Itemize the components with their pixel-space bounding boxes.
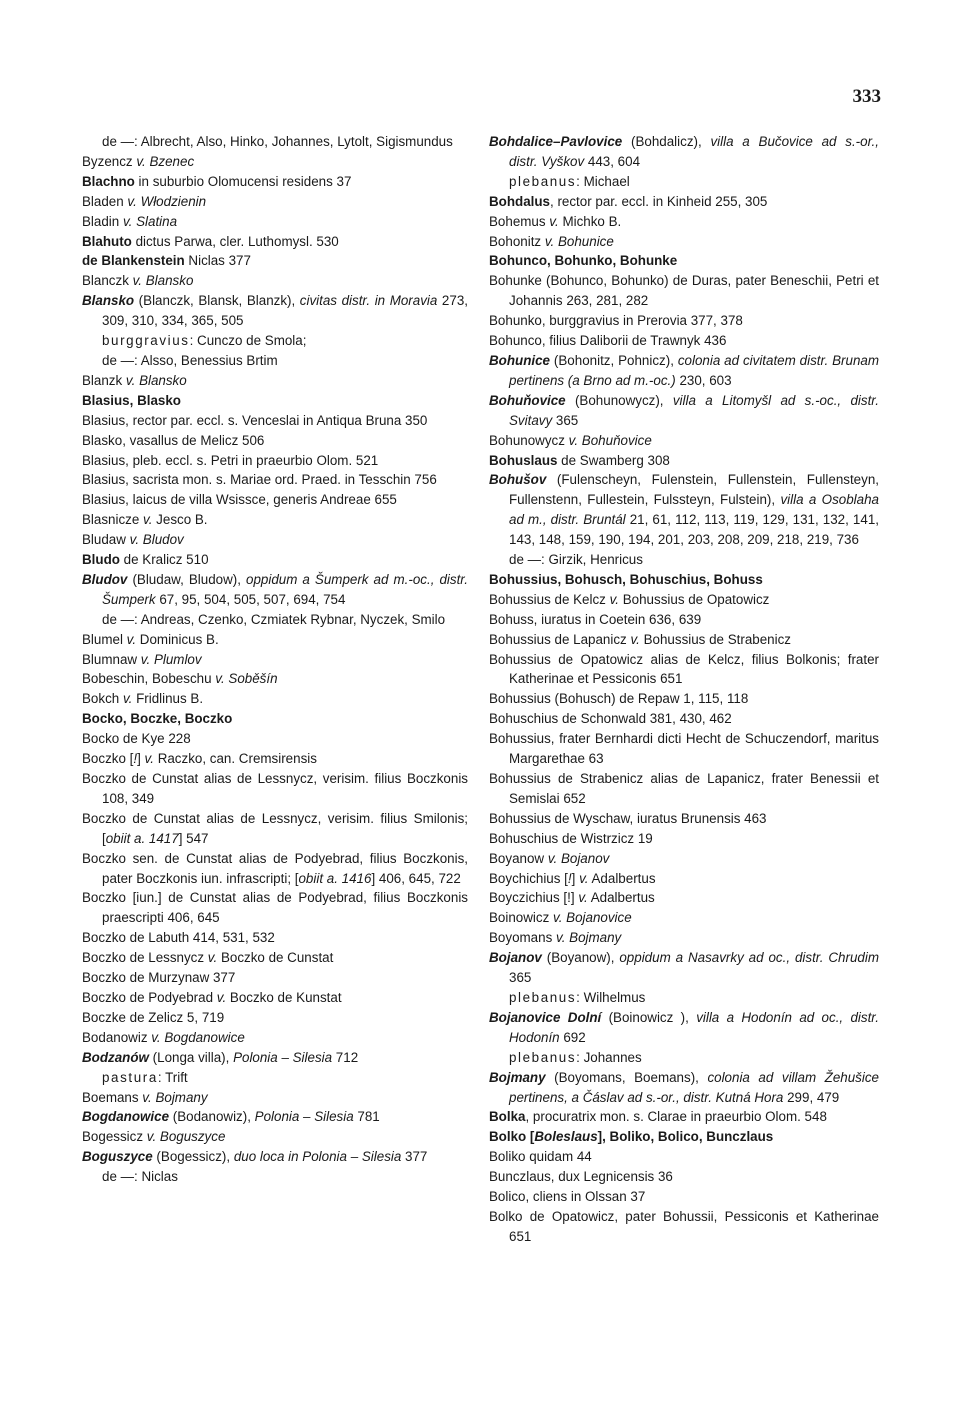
index-entry: Blumnaw v. Plumlov (82, 651, 202, 667)
index-entry: Bunczlaus, dux Legnicensis 36 (489, 1169, 673, 1185)
index-entry: Bohunco, filius Daliborii de Trawnyk 436 (489, 333, 727, 349)
index-entry: Boczko de Cunstat alias de Lessnycz, verisim. filius Smilonis; [obiit a. 1417] 547 (82, 810, 468, 846)
index-entry: Bolico, cliens in Olssan 37 (489, 1189, 646, 1205)
index-entry: Bohuss, iuratus in Coetein 636, 639 (489, 611, 702, 627)
index-entry: de —: Andreas, Czenko, Czmiatek Rybnar, Nyczek, Smilo (102, 611, 446, 627)
index-entry: plebanus: Johannes (509, 1049, 642, 1065)
index-entry: Bobeschin, Bobeschu v. Soběšín (82, 671, 278, 687)
index-entry: Bohussius de Opatowicz alias de Kelcz, filius Bolkonis; frater Katherinae et Pessiconis 651 (489, 651, 879, 687)
index-entry: Blachno in suburbio Olomucensi residens 37 (82, 173, 352, 189)
index-entry: Bohunco, Bohunko, Bohunke (489, 253, 678, 269)
index-entry: plebanus: Wilhelmus (509, 989, 646, 1005)
index-entry: Boemans v. Bojmany (82, 1089, 208, 1105)
index-entry: Bojanov (Boyanow), oppidum a Nasavrky ad oc., distr. Chrudim 365 (489, 950, 879, 986)
index-entry: Boyanow v. Bojanov (489, 850, 610, 866)
index-entry: Blasko, vasallus de Melicz 506 (82, 432, 265, 448)
index-entry: Bohussius de Lapanicz v. Bohussius de Strabenicz (489, 631, 791, 647)
index-entry: Bojanovice Dolní (Boinowicz ), villa a Hodonín ad oc., distr. Hodonín 692 (489, 1009, 879, 1045)
index-entry: Boczko [iun.] de Cunstat alias de Podyebrad, filius Boczkonis praescripti 406, 645 (82, 890, 468, 926)
index-entry: Bohemus v. Michko B. (489, 213, 622, 229)
index-entry: de Blankenstein Niclas 377 (82, 253, 251, 269)
index-entry: Bohussius (Bohusch) de Repaw 1, 115, 118 (489, 691, 749, 707)
index-entry: Bladen v. Włodzienin (82, 193, 207, 209)
index-entry: Boczko de Labuth 414, 531, 532 (82, 930, 275, 946)
index-entry: Boczke de Zelicz 5, 719 (82, 1009, 225, 1025)
index-entry: Bogdanowice (Bodanowiz), Polonia – Silesia 781 (82, 1109, 380, 1125)
page-number: 333 (852, 86, 881, 107)
index-entry: Boliko quidam 44 (489, 1149, 592, 1165)
index-entry: Blanzk v. Blansko (82, 372, 187, 388)
index-entry: Blasius, pleb. eccl. s. Petri in praeurbio Olom. 521 (82, 452, 379, 468)
index-entry: Bludo de Kralicz 510 (82, 552, 209, 568)
index-entry: Bohunko, burggravius in Prerovia 377, 378 (489, 313, 743, 329)
index-entry: Bohussius de Kelcz v. Bohussius de Opatowicz (489, 591, 770, 607)
index-entry: Boguszyce (Bogessicz), duo loca in Polonia – Silesia 377 (82, 1149, 428, 1165)
index-entry: Bodzanów (Longa villa), Polonia – Silesia 712 (82, 1049, 359, 1065)
index-entry: plebanus: Michael (509, 173, 630, 189)
index-entry: Boczko sen. de Cunstat alias de Podyebrad, filius Boczkonis, pater Boczkonis iun. infrascripti; [obiit a. 1416] 406, 645, 722 (82, 850, 468, 886)
index-entry: Boczko de Lessnycz v. Boczko de Cunstat (82, 950, 334, 966)
index-entry: Bohunowycz v. Bohuňovice (489, 432, 652, 448)
index-entry: Bohdalice–Pavlovice (Bohdalicz), villa a Bučovice ad s.-or., distr. Vyškov 443, 604 (489, 134, 879, 169)
index-entry: Blumel v. Dominicus B. (82, 631, 219, 647)
index-entry: de —: Alsso, Benessius Brtim (102, 352, 278, 368)
index-entry: Blasius, rector par. eccl. s. Venceslai in Antiqua Bruna 350 (82, 412, 428, 428)
index-entry: Boychichius [!] v. Adalbertus (489, 870, 656, 886)
index-entry: Boczko de Murzynaw 377 (82, 970, 236, 986)
index-entry: Bohonitz v. Bohunice (489, 233, 614, 249)
index-entry: Bohuschius de Schonwald 381, 430, 462 (489, 711, 732, 727)
index-entry: de —: Niclas (102, 1169, 178, 1185)
index-entry: Blahuto dictus Parwa, cler. Luthomysl. 530 (82, 233, 339, 249)
index-entry: Bohuňovice (Bohunowycz), villa a Litomyšl ad s.-oc., distr. Svitavy 365 (489, 392, 879, 428)
index-entry: pastura: Trift (102, 1069, 188, 1085)
index-entry: Bohunke (Bohunco, Bohunko) de Duras, pater Beneschii, Petri et Johannis 263, 281, 282 (489, 273, 879, 309)
index-entry: Bohussius de Wyschaw, iuratus Brunensis 463 (489, 810, 767, 826)
index-entry: Bocko de Kye 228 (82, 731, 191, 747)
index-entry: Blanczk v. Blansko (82, 273, 194, 289)
index-entry: Boyczichius [!] v. Adalbertus (489, 890, 655, 906)
index-entry: Bokch v. Fridlinus B. (82, 691, 204, 707)
index-entry: Bogessicz v. Boguszyce (82, 1129, 226, 1145)
index-entry: Bocko, Boczke, Boczko (82, 711, 233, 727)
index-entry: Bohussius de Strabenicz alias de Lapanicz, frater Benessii et Semislai 652 (489, 771, 879, 806)
index-entry: Bodanowiz v. Bogdanowice (82, 1029, 245, 1045)
index-entry: Bohussius, frater Bernhardi dicti Hecht de Schuczendorf, maritus Margarethae 63 (489, 731, 879, 767)
index-entry: Blasius, Blasko (82, 392, 181, 408)
index-entry: Bludaw v. Bludov (82, 532, 184, 548)
index-entry: Byzencz v. Bzenec (82, 153, 195, 169)
right-column (489, 132, 879, 1247)
index-entry: Bladin v. Slatina (82, 213, 178, 229)
index-entry: Bojmany (Boyomans, Boemans), colonia ad villam Žehušice pertinens, a Čáslav ad s.-or., distr. Kutná Hora 299, 479 (489, 1069, 879, 1105)
index-entry: Blansko (Blanczk, Blansk, Blanzk), civitas distr. in Moravia 273, 309, 310, 334, 365, 505 (82, 293, 468, 329)
index-entry: Boyomans v. Bojmany (489, 930, 622, 946)
index-entry: Bludov (Bludaw, Bludow), oppidum a Šumperk ad m.-oc., distr. Šumperk 67, 95, 504, 505, 507, 694, 754 (82, 571, 468, 607)
index-entry: Boczko de Podyebrad v. Boczko de Kunstat (82, 989, 342, 1005)
index-entry: Boinowicz v. Bojanovice (489, 910, 632, 926)
index-entry: Bohuschius de Wistrzicz 19 (489, 830, 653, 846)
index-entry: Bolka, procuratrix mon. s. Clarae in praeurbio Olom. 548 (489, 1109, 827, 1125)
index-entry: Bohdalus, rector par. eccl. in Kinheid 255, 305 (489, 193, 768, 209)
index-entry: de —: Albrecht, Also, Hinko, Johannes, Lytolt, Sigismundus (102, 134, 453, 149)
index-entry: Boczko de Cunstat alias de Lessnycz, verisim. filius Boczkonis 108, 349 (82, 771, 468, 806)
index-entry: Bohussius, Bohusch, Bohuschius, Bohuss (489, 571, 763, 587)
index-entry: Boczko [!] v. Raczko, can. Cremsirensis (82, 751, 317, 767)
index-entry: Bohuslaus de Swamberg 308 (489, 452, 670, 468)
index-entry: Blasius, sacrista mon. s. Mariae ord. Praed. in Tesschin 756 (82, 472, 437, 488)
index-entry: burggravius: Cunczo de Smola; (102, 333, 307, 349)
index-entry: Bolko [Boleslaus], Boliko, Bolico, Bunczlaus (489, 1129, 774, 1145)
index-entry: Blasius, laicus de villa Wsissce, generis Andreae 655 (82, 492, 397, 508)
left-column (82, 132, 468, 1187)
index-entry: Bohušov (Fulenscheyn, Fulenstein, Fullenstein, Fullensteyn, Fullenstenn, Fullestein, Fulssteyn, Fulstein), villa a Osoblaha ad m., distr. Bruntál 21, 61, 112, 113, 119, 129, 131, 132, 141, 143, 148, 159, 190, 194, 201, 203, 208, 209, 218, 219, 736 (489, 472, 880, 548)
index-entry: Blasnicze v. Jesco B. (82, 512, 208, 528)
index-entry: Bolko de Opatowicz, pater Bohussii, Pessiconis et Katherinae 651 (489, 1208, 879, 1244)
index-entry: de —: Girzik, Henricus (509, 552, 643, 568)
index-entry: Bohunice (Bohonitz, Pohnicz), colonia ad civitatem distr. Brunam pertinens (a Brno ad m.-oc.) 230, 603 (489, 352, 879, 388)
